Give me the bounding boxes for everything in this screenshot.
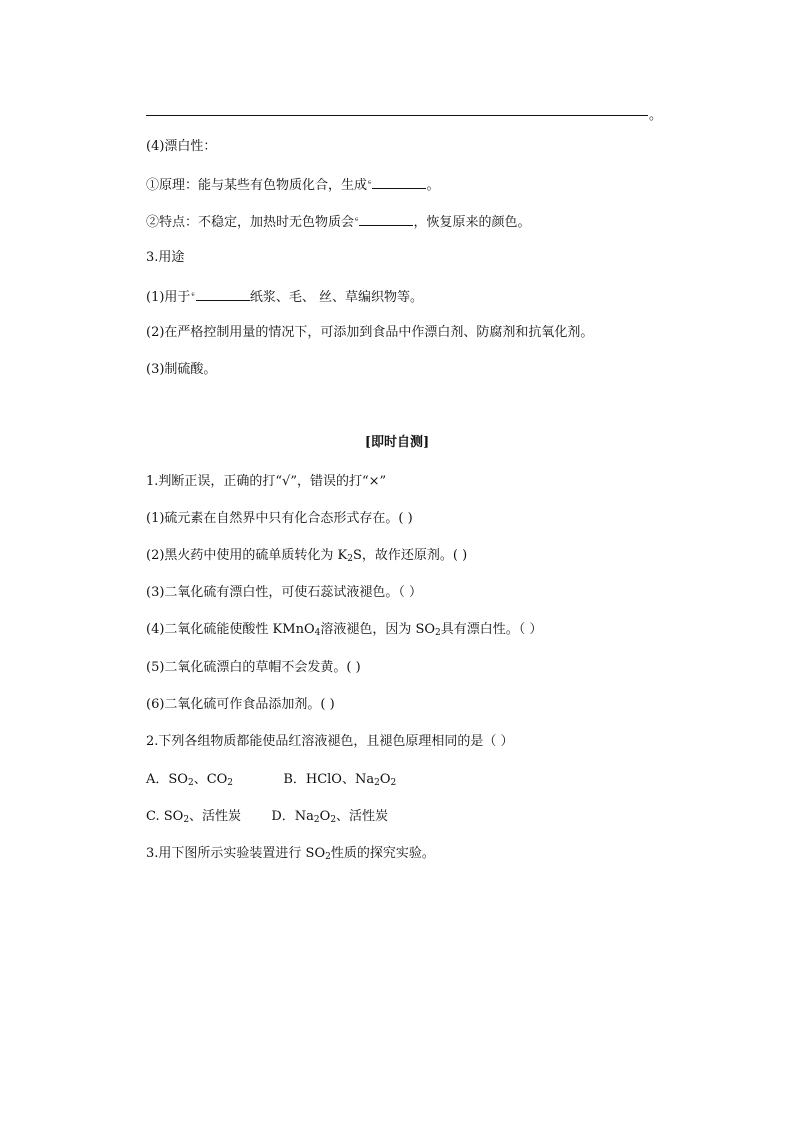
- use-1-end: 纸浆、毛、 丝、草编织物等。: [249, 290, 424, 305]
- use-1-blank: [196, 288, 250, 301]
- subscript: 4: [314, 628, 321, 638]
- question-1-title: 1.判断正误，正确的打“√”，错误的打“×”: [146, 474, 387, 489]
- note-marker-icon: ᶝ: [191, 291, 195, 302]
- use-2-line: (2)在严格控制用量的情况下，可添加到食品中作漂白剂、防腐剂和抗氧化剂。: [146, 325, 594, 340]
- question-3-text: 3.用下图所示实验装置进行 SO: [146, 846, 326, 861]
- feature-blank: [359, 213, 413, 226]
- q1-item-4: [146, 622, 542, 638]
- subscript: 2: [325, 852, 331, 862]
- q1-item-2-text-end: S，故作还原剂。( ): [353, 548, 468, 563]
- option-b-text-mid: O: [379, 772, 391, 787]
- principle-text: ①原理：能与某些有色物质化合，生成: [146, 178, 368, 193]
- q1-item-3: (3)二氧化硫有漂白性，可使石蕊试液褪色。（ ）: [146, 585, 423, 600]
- subscript: 2: [374, 778, 380, 788]
- question-2-title: 2.下列各组物质都能使品红溶液褪色，且褪色原理相同的是（ ）: [146, 734, 514, 749]
- note-marker-icon: ᶝ: [355, 216, 359, 227]
- option-a-text: A．SO: [146, 772, 188, 787]
- principle-line: [146, 176, 440, 194]
- option-d: [271, 809, 388, 824]
- q1-item-5: (5)二氧化硫漂白的草帽不会发黄。( ): [146, 660, 361, 675]
- option-b-text: B．HClO、Na: [283, 772, 375, 787]
- option-d-text-mid: O: [319, 809, 331, 824]
- section-4-title: (4)漂白性：: [146, 139, 217, 154]
- question-3-title: [146, 846, 435, 862]
- subscript: 2: [330, 815, 337, 825]
- q1-item-6: (6)二氧化硫可作食品添加剂。( ): [146, 697, 335, 712]
- subscript: 2: [435, 628, 441, 638]
- feature-text: ②特点：不稳定，加热时无色物质会: [146, 215, 355, 230]
- feature-end: ，恢复原来的颜色。: [413, 215, 531, 230]
- subscript: 2: [187, 778, 194, 788]
- option-d-text: D．Na: [271, 809, 314, 824]
- section-heading: [即时自测]: [364, 435, 430, 450]
- q1-item-2: [146, 548, 467, 564]
- principle-blank: [372, 176, 426, 189]
- use-1-text: (1)用于: [146, 290, 191, 305]
- subscript: 2: [390, 778, 397, 788]
- subscript: 2: [183, 815, 190, 825]
- option-c: [146, 809, 241, 824]
- q1-item-4-text-mid: 溶液褪色，因为 SO: [320, 622, 436, 637]
- q1-item-4-text: (4)二氧化硫能使酸性 KMnO: [146, 622, 315, 637]
- option-a-text-mid: 、CO: [193, 772, 228, 787]
- question-3-text-end: 性质的探究实验。: [330, 846, 435, 861]
- answer-blank-line: [146, 115, 648, 116]
- q1-item-4-text-end: 具有漂白性。（ ）: [440, 622, 543, 637]
- subscript: 2: [313, 815, 320, 825]
- option-a: [146, 772, 233, 787]
- note-marker-icon: ᶝ: [368, 179, 372, 190]
- option-d-text-end: 、活性炭: [336, 809, 389, 824]
- subscript: 2: [347, 554, 353, 564]
- uses-title: 3.用途: [146, 250, 185, 265]
- use-3-line: (3)制硫酸。: [146, 362, 217, 377]
- q1-item-1: (1)硫元素在自然界中只有化合态形式存在。( ): [146, 511, 413, 526]
- q2-options-row-1: [146, 772, 396, 788]
- use-1-line: [146, 288, 423, 306]
- option-b: [283, 772, 396, 787]
- line-end-mark: 。: [649, 108, 663, 123]
- q1-item-2-text: (2)黑火药中使用的硫单质转化为 K: [146, 548, 348, 563]
- principle-end: 。: [426, 178, 440, 193]
- subscript: 2: [227, 778, 234, 788]
- q2-options-row-2: [146, 809, 388, 825]
- option-c-text-end: 、活性炭: [189, 809, 242, 824]
- feature-line: [146, 213, 531, 231]
- option-c-text: C. SO: [146, 809, 184, 824]
